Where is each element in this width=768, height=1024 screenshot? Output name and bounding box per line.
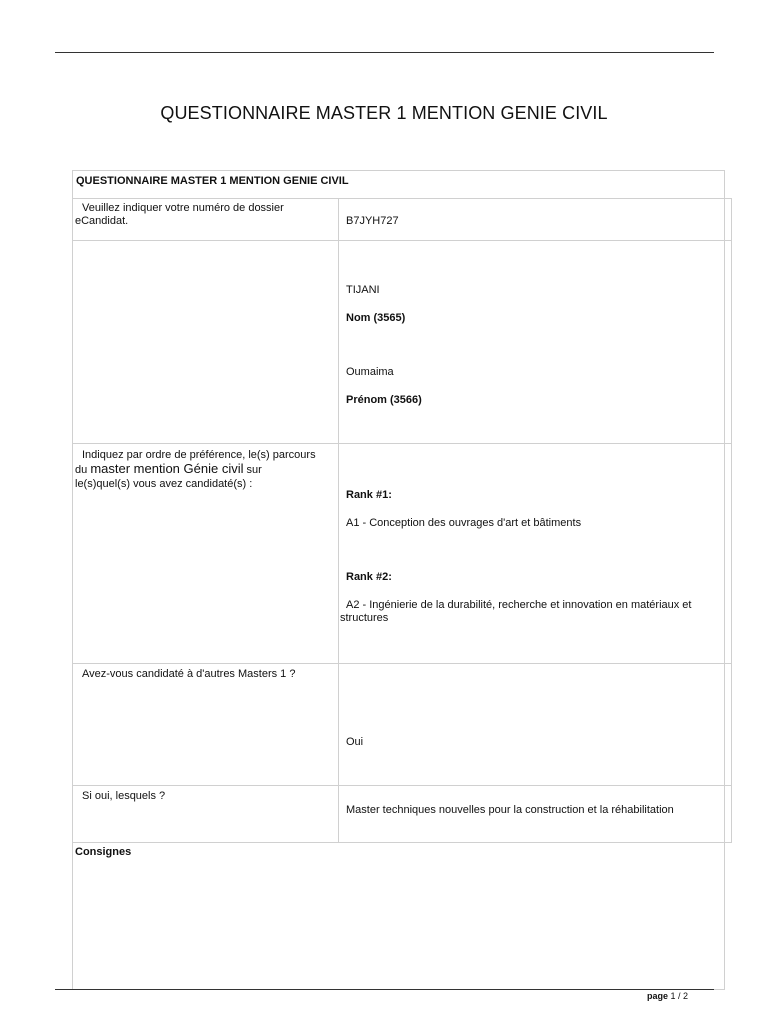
rank2-value-line1: A2 - Ingénierie de la durabilité, recherche et innovation en matériaux et <box>346 599 692 611</box>
document-title: QUESTIONNAIRE MASTER 1 MENTION GENIE CIVIL <box>160 103 608 123</box>
prenom-label: Prénom (3566) <box>346 394 422 406</box>
nom-label: Nom (3565) <box>346 312 406 324</box>
parcours-question-line1: Indiquez par ordre de préférence, le(s) parcours <box>82 449 316 461</box>
top-rule <box>55 52 714 53</box>
row-divider <box>72 663 732 664</box>
row-divider <box>72 785 732 786</box>
table-header: QUESTIONNAIRE MASTER 1 MENTION GENIE CIVIL <box>76 175 349 187</box>
dossier-question-line2: eCandidat. <box>75 215 129 227</box>
dossier-question-line1: Veuillez indiquer votre numéro de dossier <box>82 202 284 214</box>
parcours-question-line2: du master mention Génie civil sur <box>75 461 262 476</box>
column-divider <box>338 198 339 843</box>
nom-value: TIJANI <box>346 284 380 296</box>
prenom-value: Oumaima <box>346 366 394 378</box>
row-divider <box>72 240 732 241</box>
row-divider <box>72 443 732 444</box>
dossier-answer: B7JYH727 <box>346 215 399 227</box>
parcours-emphasis: master mention Génie civil <box>90 461 244 476</box>
consignes-label: Consignes <box>75 846 132 858</box>
lesquels-question: Si oui, lesquels ? <box>82 790 166 802</box>
bottom-rule <box>55 989 714 990</box>
rank2-label: Rank #2: <box>346 571 392 583</box>
rank2-value-line2: structures <box>340 612 389 624</box>
parcours-question-line3: le(s)quel(s) vous avez candidaté(s) : <box>75 478 253 490</box>
rank1-label: Rank #1: <box>346 489 392 501</box>
page-number: page 1 / 2 <box>647 991 689 1001</box>
autres-answer: Oui <box>346 736 364 748</box>
autres-question: Avez-vous candidaté à d'autres Masters 1 ? <box>82 668 296 680</box>
rank1-value: A1 - Conception des ouvrages d'art et bâtiments <box>346 517 582 529</box>
lesquels-answer: Master techniques nouvelles pour la construction et la réhabilitation <box>346 804 674 816</box>
